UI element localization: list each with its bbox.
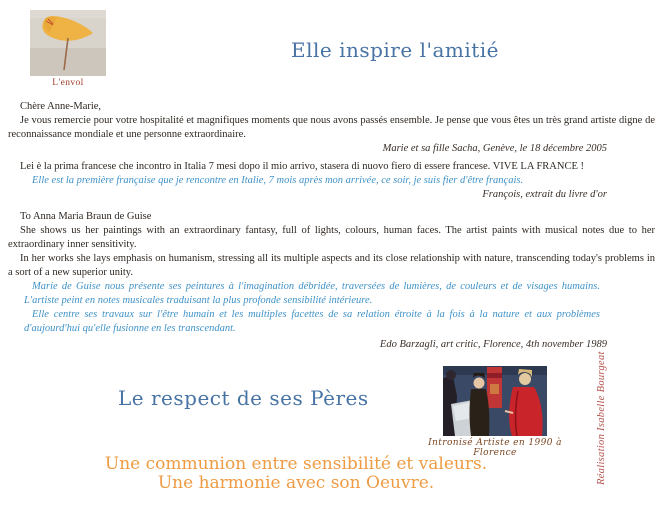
letter2-original: Lei è la prima francese che incontro in Italia 7 mesi dopo il mio arrivo, stasera di nuovo fiero di essere francese. VIVE LA FRANCE ! <box>20 161 585 172</box>
letter2-translation: Elle est la première française que je rencontre en Italie, 7 mois après mon arrivée, ce soir, je suis fier d'être français. <box>32 175 524 186</box>
letter3-salutation: To Anna Maria Braun de Guise <box>20 211 152 222</box>
closing-quote-line2: Une harmonie avec son Oeuvre. <box>157 473 435 493</box>
lenvol-caption: L'envol <box>52 78 84 88</box>
letter3-translation2: Elle centre ses travaux sur l'être humain et les multiples facettes de sa relation étroite à la fois à la nature et aux problèmes d'aujourd'hui qu'elle fusionne en les transcendant. <box>24 309 600 334</box>
letter1-signature: Marie et sa fille Sacha, Genève, le 18 décembre 2005 <box>382 143 607 154</box>
lenvol-figure <box>30 10 106 88</box>
letter2-signature: François, extrait du livre d'or <box>482 189 607 200</box>
credit-vertical-text: Réalisation Isabelle Bourgeat <box>596 351 607 485</box>
letter3-translation1: Marie de Guise nous présente ses peintures à l'imagination débridée, traversées de lumières, de couleurs et de visages humains. L'artiste peint en notes musicales traduisant la plus profonde sensibilité intérieure. <box>24 281 600 306</box>
lenvol-painting-image <box>30 10 106 76</box>
ceremony-photo-image <box>443 366 547 436</box>
letter3-signature: Edo Barzagli, art critic, Florence, 4th november 1989 <box>379 339 607 350</box>
closing-quote <box>0 455 592 493</box>
testimonials-block <box>8 100 655 356</box>
page-title: Elle inspire l'amitié <box>290 38 500 62</box>
ceremony-photo-caption: Intronisé Artiste en 1990 à Florence <box>428 438 562 458</box>
ceremony-photo-figure <box>420 366 570 458</box>
letter1-salutation: Chère Anne-Marie, <box>20 101 102 112</box>
letter1-body: Je vous remercie pour votre hospitalité et magnifiques moments que nous avons passés ensemble. Je pense que vous êtes un très grand artiste digne de reconnaissance mondiale et une personne extraordinaire. <box>8 115 655 140</box>
letter3-para1: She shows us her paintings with an extraordinary fantasy, full of lights, colours, human faces. The artist paints with musical notes due to her extraordinary inner sensitivity. <box>8 225 655 250</box>
letter3-para2: In her works she lays emphasis on humanism, stressing all its multiple aspects and its close relationship with nature, transcending today's problems in a sort of a new superior unity. <box>8 253 655 278</box>
section-heading: Le respect de ses Pères <box>118 386 369 410</box>
closing-quote-line1: Une communion entre sensibilité et valeurs. <box>104 454 488 474</box>
